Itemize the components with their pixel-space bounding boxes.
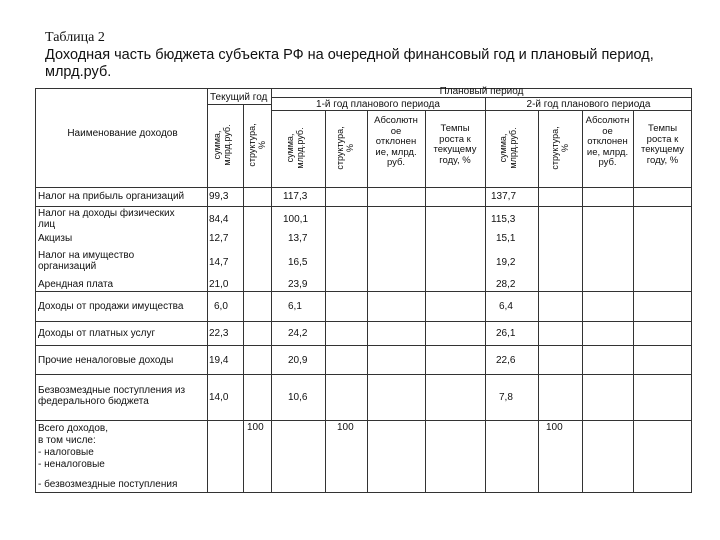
row-name: Арендная плата	[38, 279, 114, 290]
row-cur-sum: 14,7	[209, 257, 229, 268]
page-title: Доходная часть бюджета субъекта РФ на очередной финансовый год и плановый период, млрд.руб.	[45, 47, 654, 80]
header-y2-growth: Темпы роста к текущему году, %	[641, 123, 684, 166]
row-y2-sum: 7,8	[499, 392, 513, 403]
row-cur-sum: 22,3	[209, 328, 229, 339]
total-labels: Всего доходов, в том числе: - налоговые - неналоговые	[38, 423, 108, 470]
row-y1-sum: 24,2	[288, 328, 308, 339]
header-cur-sum: сумма, млрд.руб.	[212, 124, 232, 166]
row-y2-sum: 137,7	[491, 191, 517, 202]
row-y2-sum: 22,6	[496, 355, 516, 366]
row-y2-sum: 26,1	[496, 328, 516, 339]
total-label-grants: - безвозмездные поступления	[38, 479, 178, 490]
row-y1-sum: 16,5	[288, 257, 308, 268]
header-name-col: Наименование доходов	[67, 128, 178, 139]
row-name: Акцизы	[38, 233, 73, 244]
row-cur-sum: 14,0	[209, 392, 229, 403]
header-y1-growth: Темпы роста к текущему году, %	[433, 123, 477, 166]
row-y2-sum: 115,3	[491, 214, 516, 225]
header-y1-struct: структура, %	[335, 126, 355, 170]
total-y2-struct: 100	[546, 422, 563, 433]
table-caption: Таблица 2	[45, 30, 105, 45]
row-name: Доходы от платных услуг	[38, 328, 156, 339]
row-name: Безвозмездные поступления из федерального бюджета	[38, 385, 186, 407]
header-current-year: Текущий год	[210, 92, 268, 103]
row-y1-sum: 100,1	[283, 214, 309, 225]
row-name: Прочие неналоговые доходы	[38, 355, 174, 366]
row-cur-sum: 19,4	[209, 355, 229, 366]
header-year1: 1-й год планового периода	[316, 99, 440, 110]
header-plan-period: Плановый период	[439, 86, 524, 97]
row-cur-sum: 21,0	[209, 279, 229, 290]
row-name: Доходы от продажи имущества	[38, 301, 184, 312]
row-y1-sum: 10,6	[288, 392, 308, 403]
row-y1-sum: 13,7	[288, 233, 308, 244]
row-y2-sum: 6,4	[499, 301, 513, 312]
row-cur-sum: 84,4	[209, 214, 229, 225]
header-y2-struct: структура, %	[550, 126, 570, 170]
row-name: Налог на имущество организаций	[38, 250, 135, 272]
header-y2-sum: сумма, млрд.руб.	[498, 127, 518, 169]
row-y2-sum: 19,2	[496, 257, 516, 268]
header-year2: 2-й год планового периода	[526, 99, 651, 110]
header-cur-struct: структура, %	[247, 123, 267, 167]
row-y2-sum: 15,1	[496, 233, 516, 244]
total-y1-struct: 100	[337, 422, 354, 433]
row-y1-sum: 23,9	[288, 279, 308, 290]
row-y2-sum: 28,2	[496, 279, 516, 290]
header-y1-sum: сумма, млрд.руб.	[285, 127, 305, 169]
header-y1-abs-dev: Абсолютн ое отклонен ие, млрд. руб.	[374, 115, 418, 168]
row-cur-sum: 12,7	[209, 233, 229, 244]
row-cur-sum: 99,3	[209, 191, 229, 202]
total-cur-struct: 100	[247, 422, 264, 433]
row-y1-sum: 20,9	[288, 355, 308, 366]
row-y1-sum: 117,3	[283, 191, 308, 202]
row-name: Налог на доходы физических лиц	[38, 208, 175, 230]
row-cur-sum: 6,0	[214, 301, 228, 312]
row-y1-sum: 6,1	[288, 301, 302, 312]
row-name: Налог на прибыль организаций	[38, 191, 185, 202]
header-y2-abs-dev: Абсолютн ое отклонен ие, млрд. руб.	[585, 115, 630, 168]
